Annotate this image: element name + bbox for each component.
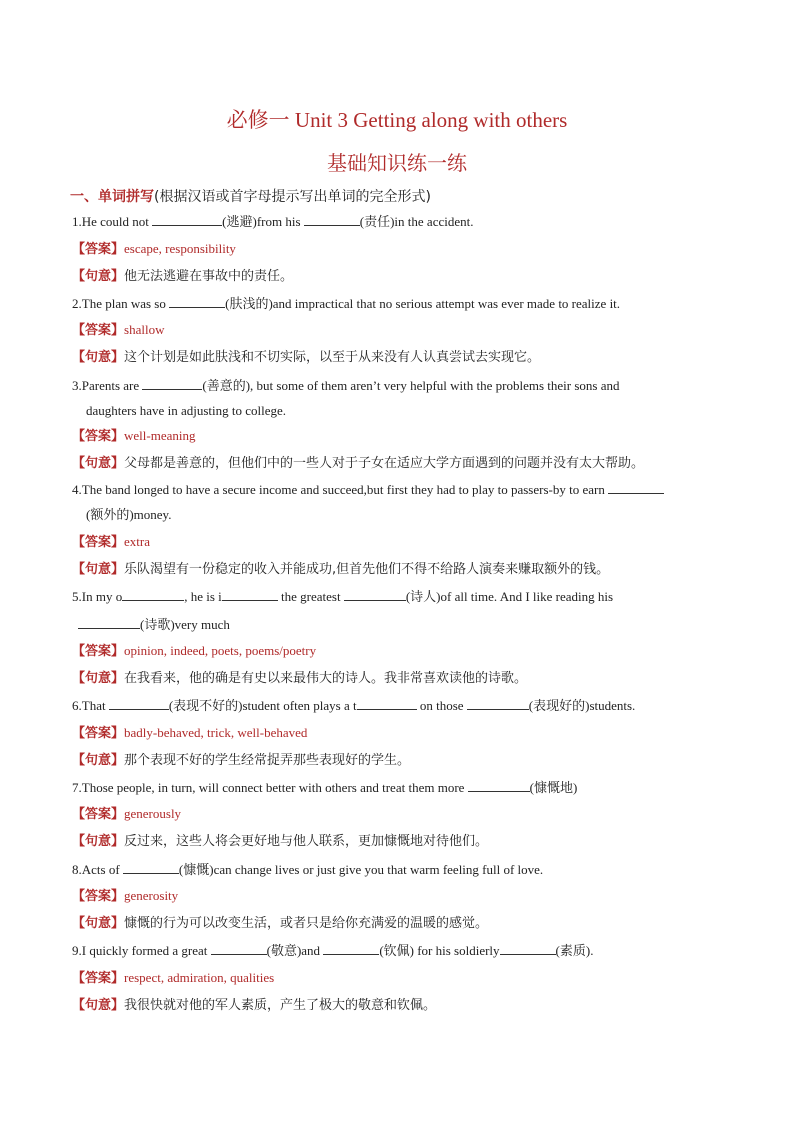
question-text: (慷慨地) — [529, 780, 578, 795]
meaning-tag: 【句意】 — [72, 671, 125, 686]
answer-blank — [122, 588, 184, 601]
meaning-1 — [72, 268, 293, 285]
question-text: (诗人)of all time. And I like reading his — [405, 589, 614, 604]
meaning-text: 这个计划是如此肤浅和不切实际，以至于从来没有人认真尝试去实现它。 — [124, 350, 541, 365]
section-heading — [70, 186, 431, 206]
answer-5 — [72, 643, 316, 660]
section-name: 单词拼写 — [98, 189, 154, 205]
question-5 — [72, 588, 613, 605]
answer-text: badly-behaved, trick, well-behaved — [124, 725, 308, 740]
question-text: 6.That — [72, 698, 109, 713]
question-text: 4.The band longed to have a secure income and succeed,but first they had to play to passers-by to earn — [72, 482, 609, 497]
question-text: (责任)in the accident. — [359, 214, 474, 229]
answer-tag: 【答案】 — [72, 971, 125, 986]
question-text: 3.Parents are — [72, 378, 143, 393]
meaning-text: 反过来，这些人将会更好地与他人联系，更加慷慨地对待他们。 — [124, 834, 489, 849]
meaning-3 — [72, 455, 644, 472]
question-text: 2.The plan was so — [72, 296, 170, 311]
section-number: 一、 — [70, 189, 98, 205]
answer-1 — [72, 241, 236, 258]
meaning-8 — [72, 915, 488, 932]
answer-8 — [72, 888, 178, 905]
meaning-tag: 【句意】 — [72, 269, 125, 284]
answer-blank — [123, 861, 179, 874]
answer-text: extra — [124, 534, 150, 549]
page-subtitle: 基础知识练一练 — [327, 153, 467, 175]
question-5-continued — [78, 616, 230, 633]
question-4 — [72, 481, 664, 498]
meaning-5 — [72, 670, 527, 687]
question-text: 9.I quickly formed a great — [72, 943, 211, 958]
meaning-text: 父母都是善意的，但他们中的一些人对于子女在适应大学方面遇到的问题并没有太大帮助。 — [124, 456, 645, 471]
answer-3 — [72, 428, 196, 445]
answer-4 — [72, 534, 150, 551]
answer-blank — [500, 942, 556, 955]
answer-text: generosity — [124, 888, 179, 903]
question-text: , he is i — [184, 589, 222, 604]
answer-tag: 【答案】 — [72, 889, 125, 904]
question-3 — [72, 377, 620, 394]
question-text: 5.In my o — [72, 589, 123, 604]
answer-blank — [467, 697, 529, 710]
answer-blank — [78, 616, 140, 629]
meaning-7 — [72, 833, 488, 850]
question-text: (逃避)from his — [222, 214, 304, 229]
answer-blank — [304, 213, 360, 226]
meaning-tag: 【句意】 — [72, 562, 125, 577]
question-text: 7.Those people, in turn, will connect better with others and treat them more — [72, 780, 468, 795]
question-text: (表现好的)students. — [528, 698, 636, 713]
meaning-text: 那个表现不好的学生经常捉弄那些表现好的学生。 — [124, 753, 411, 768]
answer-text: respect, admiration, qualities — [124, 970, 275, 985]
answer-text: escape, responsibility — [124, 241, 236, 256]
question-text: (钦佩) for his soldierly — [379, 943, 500, 958]
answer-2 — [72, 322, 164, 339]
question-7 — [72, 779, 577, 796]
answer-tag: 【答案】 — [72, 807, 125, 822]
answer-tag: 【答案】 — [72, 726, 125, 741]
meaning-text: 我很快就对他的军人素质，产生了极大的敬意和钦佩。 — [124, 998, 437, 1013]
question-text: (肤浅的)and impractical that no serious attempt was ever made to realize it. — [225, 296, 621, 311]
meaning-tag: 【句意】 — [72, 998, 125, 1013]
answer-blank — [152, 213, 222, 226]
answer-blank — [468, 779, 530, 792]
meaning-9 — [72, 997, 436, 1014]
answer-tag: 【答案】 — [72, 242, 125, 257]
question-1 — [72, 213, 473, 230]
question-8 — [72, 861, 543, 878]
answer-tag: 【答案】 — [72, 535, 125, 550]
meaning-tag: 【句意】 — [72, 834, 125, 849]
question-text: 1.He could not — [72, 214, 153, 229]
question-2 — [72, 295, 620, 312]
answer-text: generously — [124, 806, 182, 821]
answer-blank — [323, 942, 379, 955]
question-text: (表现不好的)student often plays a t — [168, 698, 357, 713]
meaning-text: 乐队渴望有一份稳定的收入并能成功,但首先他们不得不给路人演奏来赚取额外的钱。 — [124, 562, 610, 577]
meaning-text: 他无法逃避在事故中的责任。 — [124, 269, 294, 284]
answer-blank — [344, 588, 406, 601]
question-text: on those — [416, 698, 467, 713]
question-text: 8.Acts of — [72, 862, 123, 877]
question-text: (素质). — [555, 943, 594, 958]
meaning-tag: 【句意】 — [72, 456, 125, 471]
answer-blank — [608, 481, 664, 494]
meaning-tag: 【句意】 — [72, 350, 125, 365]
answer-blank — [109, 697, 169, 710]
answer-text: opinion, indeed, poets, poems/poetry — [124, 643, 317, 658]
meaning-text: 慷慨的行为可以改变生活，或者只是给你充满爱的温暖的感觉。 — [124, 916, 489, 931]
question-6 — [72, 697, 635, 714]
meaning-2 — [72, 349, 540, 366]
answer-tag: 【答案】 — [72, 429, 125, 444]
question-4-continued — [86, 507, 171, 523]
answer-blank — [357, 697, 417, 710]
answer-9 — [72, 970, 274, 987]
answer-blank — [222, 588, 278, 601]
answer-6 — [72, 725, 307, 742]
question-text: (额外的)money. — [86, 507, 172, 522]
question-3-continued — [86, 403, 286, 419]
answer-blank — [142, 377, 202, 390]
question-text: (慷慨)can change lives or just give you that warm feeling full of love. — [178, 862, 544, 877]
answer-blank — [169, 295, 225, 308]
meaning-text: 在我看来，他的确是有史以来最伟大的诗人。我非常喜欢读他的诗歌。 — [124, 671, 528, 686]
section-instruction: (根据汉语或首字母提示写出单词的完全形式) — [154, 189, 431, 205]
meaning-tag: 【句意】 — [72, 916, 125, 931]
question-text: (诗歌)very much — [140, 617, 230, 632]
question-text: (善意的), but some of them aren’t very helpful with the problems their sons and — [202, 378, 620, 393]
question-text: daughters have in adjusting to college. — [86, 403, 287, 418]
meaning-6 — [72, 752, 410, 769]
answer-text: shallow — [124, 322, 165, 337]
question-text: (敬意)and — [266, 943, 324, 958]
question-9 — [72, 942, 593, 959]
meaning-tag: 【句意】 — [72, 753, 125, 768]
answer-blank — [211, 942, 267, 955]
question-text: the greatest — [277, 589, 344, 604]
answer-7 — [72, 806, 181, 823]
page-title: 必修一 Unit 3 Getting along with others — [226, 108, 568, 132]
answer-tag: 【答案】 — [72, 644, 125, 659]
answer-tag: 【答案】 — [72, 323, 125, 338]
answer-text: well-meaning — [124, 428, 196, 443]
meaning-4 — [72, 561, 609, 578]
